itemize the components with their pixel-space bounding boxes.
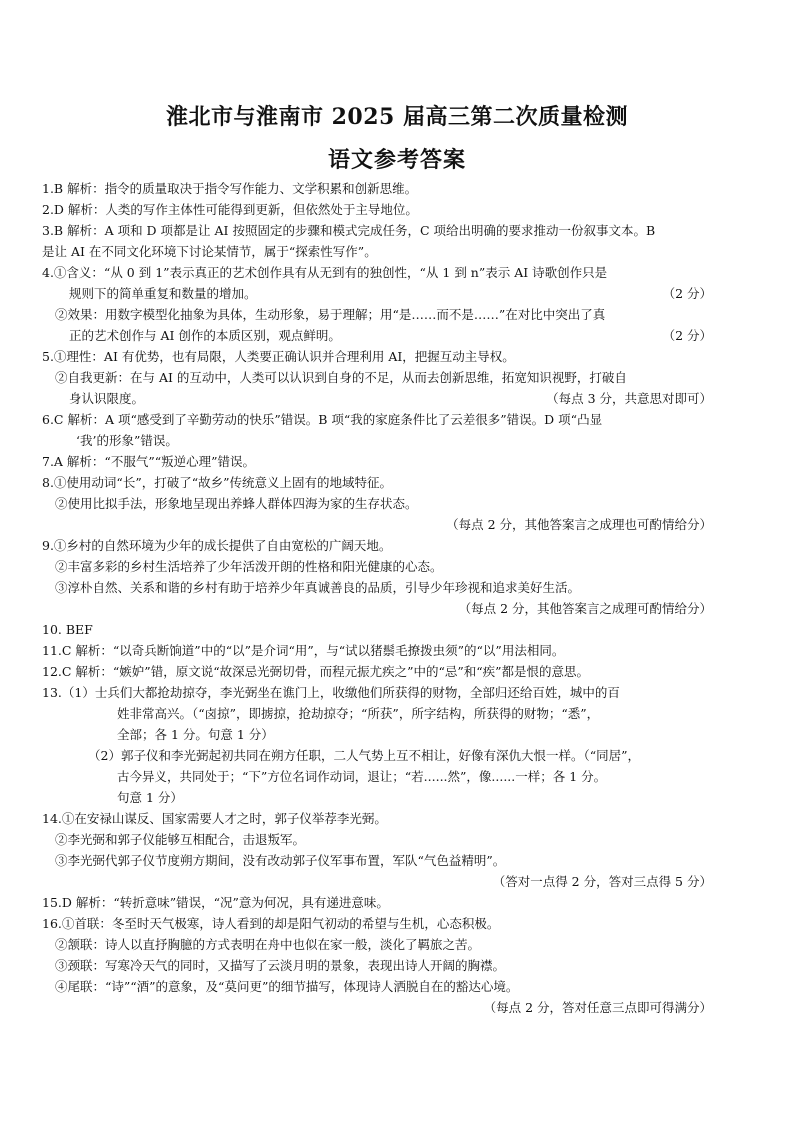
score-note: （每点 2 分，其他答案言之成理可酌情给分） [458, 601, 712, 616]
answer-line: 16.①首联：冬至时天气极寒，诗人看到的却是阳气初动的希望与生机，心态积极。 [42, 916, 500, 931]
answer-line: 7.A 解析：“不服气”“叛逆心理”错误。 [42, 454, 255, 469]
answer-line: ②效果：用数字模型化抽象为具体，生动形象，易于理解；用“是……而不是……”在对比中突出了真 [55, 307, 606, 322]
answer-line: ③淳朴自然、关系和谐的乡村有助于培养少年真诚善良的品质，引导少年珍视和追求美好生活。 [55, 580, 581, 595]
answer-line: 14.①在安禄山谋反、国家需要人才之时，郭子仪举荐李光弼。 [42, 811, 387, 826]
document-subtitle: 语文参考答案 [327, 147, 466, 173]
answer-line: ③颈联：写寒冷天气的同时，又描写了云淡月明的景象，表现出诗人开阔的胸襟。 [55, 958, 506, 973]
answer-line: 4.①含义：“从 0 到 1”表示真正的艺术创作具有从无到有的独创性，“从 1 到 n”表示 AI 诗歌创作只是 [42, 265, 608, 280]
answer-line: 规则下的简单重复和数量的增加。 [69, 286, 257, 301]
answer-line: ②丰富多彩的乡村生活培养了少年活泼开朗的性格和阳光健康的心态。 [55, 559, 443, 574]
score-note: （每点 2 分，其他答案言之成理也可酌情给分） [446, 517, 712, 532]
answer-line: ②颔联：诗人以直抒胸臆的方式表明在舟中也似在家一般，淡化了羁旅之苦。 [55, 937, 481, 952]
answer-line: 12.C 解析：“嫉妒”错，原文说“故深忌光弼切骨，而程元振尤疾之”中的“忌”和“疾”都是恨的意思。 [42, 664, 590, 679]
answer-line: 姓非常高兴。（“卤掠”，即掳掠，抢劫掠夺；“所获”，所字结构，所获得的财物；“悉”， [117, 706, 600, 721]
document-title: 淮北市与淮南市 2025 届高三第二次质量检测 [165, 104, 629, 130]
answer-line: 正的艺术创作与 AI 创作的本质区别，观点鲜明。 [69, 328, 341, 343]
answer-line: 9.①乡村的自然环境为少年的成长提供了自由宽松的广阔天地。 [42, 538, 392, 553]
answer-line: ②自我更新：在与 AI 的互动中，人类可以认识到自身的不足，从而去创新思维，拓宽知识视野，打破自 [55, 370, 627, 385]
answer-line: ③李光弼代郭子仪节度朔方期间，没有改动郭子仪军事布置，军队“气色益精明”。 [55, 853, 506, 868]
answer-line: 6.C 解析：A 项“感受到了辛勤劳动的快乐”错误。B 项“我的家庭条件比了云差很多”错误。D 项“凸显 [42, 412, 603, 427]
answer-line: 身认识限度。 [69, 391, 145, 406]
answer-line: 全部；各 1 分。句意 1 分） [117, 727, 274, 742]
answer-line: 10. BEF [42, 622, 93, 637]
answer-line: ④尾联：“诗”“酒”的意象，及“莫问更”的细节描写，体现诗人洒脱自在的豁达心境。 [55, 979, 519, 994]
answer-line: 是让 AI 在不同文化环境下讨论某情节，属于“探索性写作”。 [42, 244, 377, 259]
answer-line: 古今异义，共同处于；“下”方位名词作动词，退让；“若......然”，像......一样；各 1 分。 [117, 769, 607, 784]
answer-line: 3.B 解析：A 项和 D 项都是让 AI 按照固定的步骤和模式完成任务，C 项给出明确的要求推动一份叙事文本。B [42, 223, 656, 238]
answer-line: 5.①理性：AI 有优势，也有局限，人类要正确认识并合理利用 AI，把握互动主导权。 [42, 349, 515, 364]
answer-line: 1.B 解析：指令的质量取决于指令写作能力、文学积累和创新思维。 [42, 181, 418, 196]
answer-line: 15.D 解析：“转折意味”错误，“况”意为何况，具有递进意味。 [42, 895, 389, 910]
answer-line: 11.C 解析：“以奇兵断饷道”中的“以”是介词“用”，与“试以猪鬃毛撩拨虫须”的“以”用法相同。 [42, 643, 565, 658]
answer-line: （2）郭子仪和李光弼起初共同在朔方任职，二人气势上互不相让，好像有深仇大恨一样。（“同居”， [88, 748, 640, 763]
answer-line: ②使用比拟手法，形象地呈现出养蜂人群体四海为家的生存状态。 [55, 496, 418, 511]
answer-line: 句意 1 分） [117, 790, 183, 805]
score-note: （每点 3 分，共意思对即可） [546, 391, 712, 406]
score-note: （答对一点得 2 分，答对三点得 5 分） [492, 874, 712, 889]
answer-line: ‘我’的形象”错误。 [76, 433, 178, 448]
answer-line: 8.①使用动词“长”，打破了“故乡”传统意义上固有的地域特征。 [42, 475, 392, 490]
answer-line: ②李光弼和郭子仪能够互相配合，击退叛军。 [55, 832, 306, 847]
score-note: （2 分） [662, 286, 712, 301]
score-note: （2 分） [662, 328, 712, 343]
answer-line: 13.（1）士兵们大都抢劫掠夺，李光弼坐在谯门上，收缴他们所获得的财物，全部归还给百姓，城中的百 [42, 685, 620, 700]
score-note: （每点 2 分，答对任意三点即可得满分） [483, 1000, 712, 1015]
answer-line: 2.D 解析：人类的写作主体性可能得到更新，但依然处于主导地位。 [42, 202, 418, 217]
